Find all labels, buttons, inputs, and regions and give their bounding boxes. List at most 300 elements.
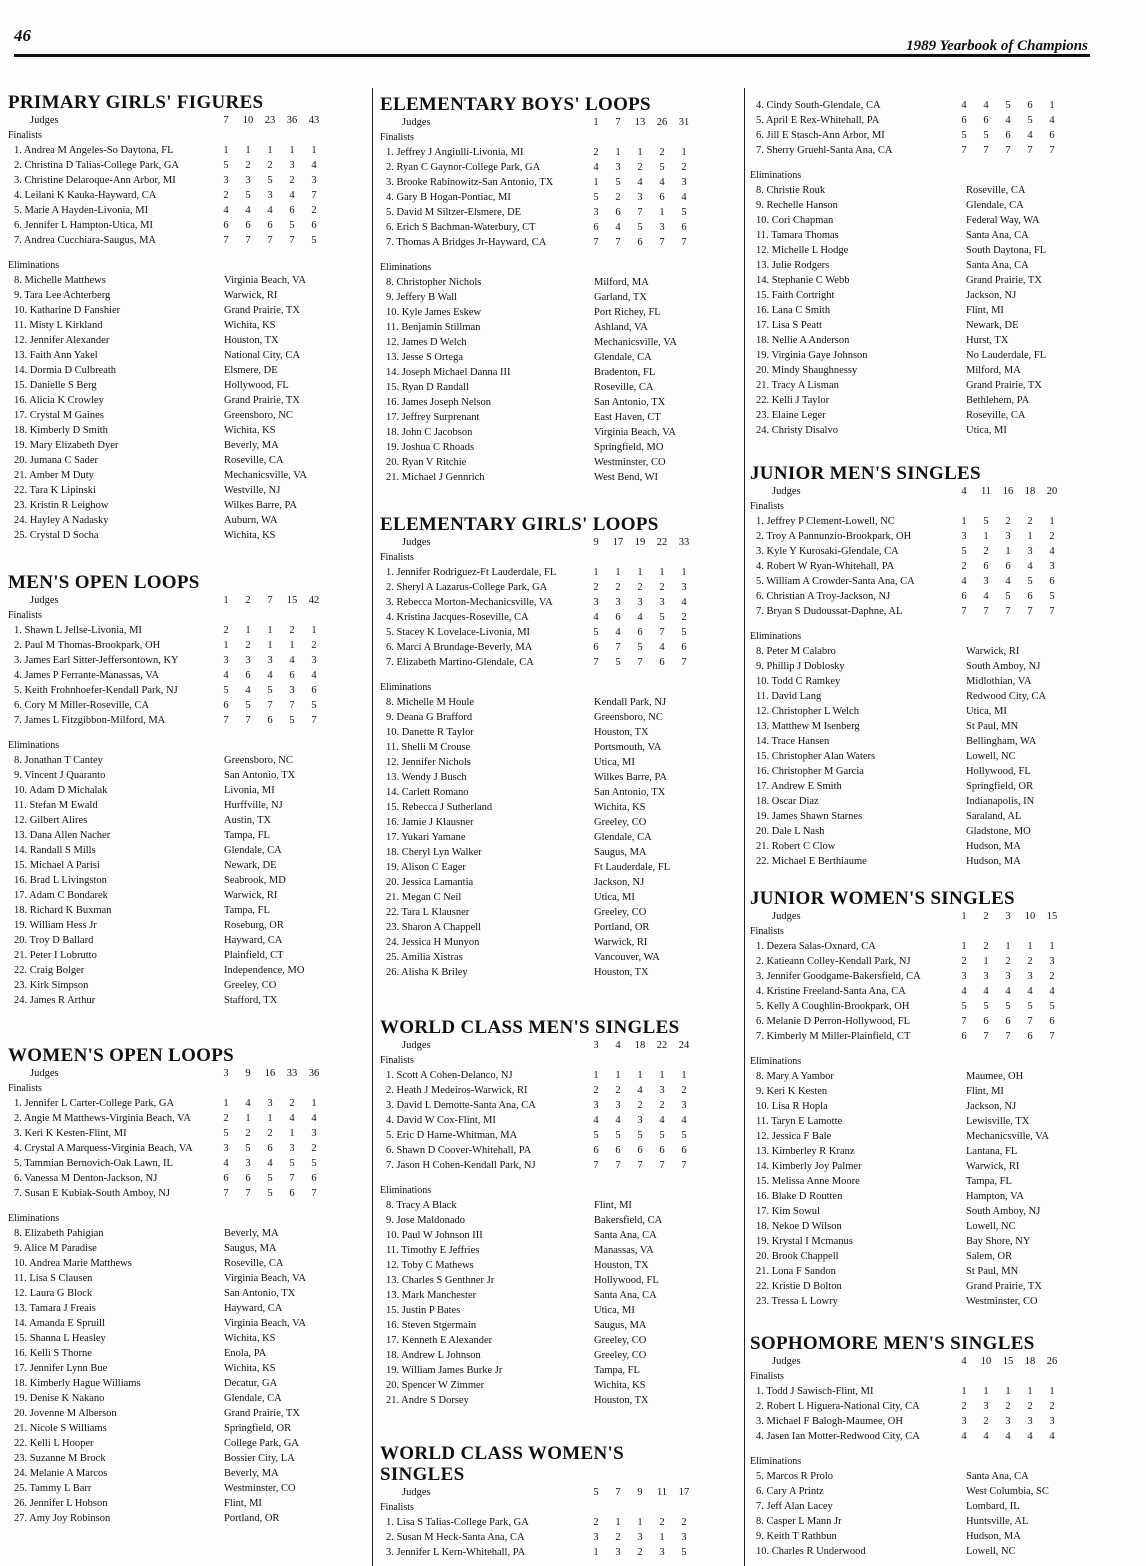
skater-name: 14. Joseph Michael Danna III <box>386 367 511 378</box>
elimination-row <box>750 198 1140 213</box>
skater-name: 15. Rebecca J Sutherland <box>386 802 493 813</box>
finalist-row <box>380 1545 738 1560</box>
judge-placement: 4 <box>245 685 251 696</box>
skater-name: 21. Andre S Dorsey <box>386 1395 469 1406</box>
judge-placement: 6 <box>983 1016 989 1027</box>
event-section <box>8 572 364 1008</box>
judge-placement: 3 <box>659 1547 665 1558</box>
judge-number: 42 <box>308 595 320 606</box>
judge-placement: 4 <box>659 1115 665 1126</box>
judge-placement: 2 <box>1005 1401 1011 1412</box>
skater-name: 9. Keith T Rathbun <box>756 1531 837 1542</box>
judge-placement: 5 <box>223 685 229 696</box>
finalist-row <box>750 143 1140 158</box>
judge-placement: 2 <box>311 1143 317 1154</box>
finalist-row <box>380 190 738 205</box>
judge-placement: 5 <box>311 1158 317 1169</box>
elimination-row <box>750 228 1140 243</box>
judge-number: 23 <box>264 115 276 126</box>
skater-name: 18. Richard K Buxman <box>14 905 112 916</box>
judge-placement: 2 <box>267 160 273 171</box>
judge-placement: 1 <box>615 1070 621 1081</box>
skater-name: 9. Jeffery B Wall <box>386 292 458 303</box>
skater-name: 7. Sherry Gruehl-Santa Ana, CA <box>756 145 893 156</box>
judge-number: 26 <box>656 117 668 128</box>
eliminations-label: Eliminations <box>8 1213 60 1224</box>
judge-placement: 3 <box>311 175 317 186</box>
column-divider <box>372 88 373 1566</box>
skater-name: 20. Ryan V Ritchie <box>386 457 467 468</box>
skater-name: 17. Andrew E Smith <box>756 781 842 792</box>
judge-placement: 6 <box>1005 130 1011 141</box>
skater-name: 10. Todd C Ramkey <box>756 676 841 687</box>
skater-name: 12. Michelle L Hodge <box>756 245 849 256</box>
finalist-row <box>8 623 364 638</box>
judge-placement: 3 <box>245 655 251 666</box>
judge-number: 7 <box>267 595 273 606</box>
skater-name: 6. Shawn D Coover-Whitehall, PA <box>386 1145 532 1156</box>
skater-name: 19. Denise K Nakano <box>14 1393 105 1404</box>
judge-placement: 4 <box>961 1431 967 1442</box>
judge-placement: 3 <box>659 597 665 608</box>
elimination-row <box>750 1499 1140 1514</box>
elimination-row <box>380 1288 738 1303</box>
finalist-row <box>8 1156 364 1171</box>
judge-placement: 2 <box>637 582 643 593</box>
skater-name: 12. Gilbert Alires <box>14 815 88 826</box>
judge-placement: 6 <box>311 685 317 696</box>
skater-hometown: Wilkes Barre, PA <box>594 772 667 783</box>
skater-name: 3. David L Demotte-Santa Ana, CA <box>386 1100 536 1111</box>
judge-placement: 4 <box>289 655 295 666</box>
skater-name: 14. Randall S Mills <box>14 845 96 856</box>
elimination-row <box>8 1361 364 1376</box>
finalist-row <box>8 158 364 173</box>
eliminations-label: Eliminations <box>380 682 432 693</box>
skater-name: 7. Kimberly M Miller-Plainfield, CT <box>756 1031 911 1042</box>
skater-hometown: Jackson, NJ <box>594 877 645 888</box>
elimination-row <box>380 890 738 905</box>
skater-name: 1. Jennifer Rodriguez-Ft Lauderdale, FL <box>386 567 557 578</box>
elimination-row <box>750 393 1140 408</box>
judge-placement: 2 <box>289 175 295 186</box>
judge-placement: 1 <box>961 941 967 952</box>
judge-number: 13 <box>634 117 646 128</box>
elimination-row <box>8 378 364 393</box>
elimination-row <box>750 1529 1140 1544</box>
skater-hometown: Utica, MI <box>594 1305 635 1316</box>
judge-placement: 1 <box>961 516 967 527</box>
judge-placement: 5 <box>289 715 295 726</box>
elimination-row <box>8 1226 364 1241</box>
skater-name: 5. Marcos R Prolo <box>756 1471 833 1482</box>
skater-hometown: Federal Way, WA <box>966 215 1040 226</box>
skater-name: 22. Craig Bolger <box>14 965 85 976</box>
judge-number: 17 <box>612 537 624 548</box>
judge-placement: 3 <box>659 222 665 233</box>
judge-placement: 5 <box>659 612 665 623</box>
skater-name: 24. Melanie A Marcos <box>14 1468 108 1479</box>
judges-row <box>380 1485 738 1500</box>
elimination-row <box>380 1363 738 1378</box>
judge-placement: 7 <box>267 235 273 246</box>
skater-name: 15. Ryan D Randall <box>386 382 469 393</box>
judge-placement: 5 <box>637 222 643 233</box>
judge-placement: 2 <box>615 1532 621 1543</box>
judge-placement: 5 <box>961 546 967 557</box>
spacer <box>750 1444 1140 1454</box>
judge-placement: 6 <box>637 627 643 638</box>
judge-placement: 4 <box>983 986 989 997</box>
judge-placement: 6 <box>223 700 229 711</box>
judge-number: 4 <box>961 486 967 497</box>
skater-hometown: Indianapolis, IN <box>966 796 1035 807</box>
judge-placement: 2 <box>637 1547 643 1558</box>
skater-hometown: Hollywood, FL <box>224 380 289 391</box>
skater-hometown: Wilkes Barre, PA <box>224 500 297 511</box>
elimination-row <box>750 854 1140 869</box>
elimination-row <box>8 1466 364 1481</box>
skater-name: 2. Susan M Heck-Santa Ana, CA <box>386 1532 525 1543</box>
judge-placement: 4 <box>637 612 643 623</box>
spacer <box>750 1044 1140 1054</box>
elimination-row <box>750 378 1140 393</box>
finalist-row <box>750 113 1140 128</box>
judge-placement: 5 <box>659 1130 665 1141</box>
judge-placement: 6 <box>289 205 295 216</box>
judge-placement: 3 <box>961 1416 967 1427</box>
elimination-row <box>380 1333 738 1348</box>
elimination-row <box>750 749 1140 764</box>
skater-name: 22. Kristie D Bolton <box>756 1281 842 1292</box>
skater-name: 9. Keri K Kesten <box>756 1086 828 1097</box>
skater-hometown: Wichita, KS <box>224 425 276 436</box>
skater-hometown: Huntsville, AL <box>966 1516 1029 1527</box>
judge-placement: 6 <box>311 220 317 231</box>
skater-hometown: Hollywood, FL <box>594 1275 659 1286</box>
judge-placement: 5 <box>637 642 643 653</box>
judge-placement: 4 <box>223 1158 229 1169</box>
judge-placement: 1 <box>267 640 273 651</box>
judge-number: 24 <box>678 1040 690 1051</box>
skater-hometown: East Haven, CT <box>594 412 661 423</box>
skater-name: 16. Lana C Smith <box>756 305 831 316</box>
skater-name: 1. Dezera Salas-Oxnard, CA <box>756 941 876 952</box>
judge-placement: 6 <box>1027 591 1033 602</box>
judge-placement: 7 <box>615 642 621 653</box>
skater-name: 18. Cheryl Lyn Walker <box>386 847 482 858</box>
finalist-row <box>750 128 1140 143</box>
skater-name: 9. Deana G Brafford <box>386 712 473 723</box>
judge-placement: 3 <box>245 1158 251 1169</box>
elimination-row <box>380 1318 738 1333</box>
judge-placement: 4 <box>681 1115 687 1126</box>
event-section <box>750 98 1140 438</box>
skater-hometown: Virginia Beach, VA <box>224 275 306 286</box>
eliminations-label: Eliminations <box>750 1056 802 1067</box>
skater-hometown: Jackson, NJ <box>966 290 1017 301</box>
skater-name: 7. Jeff Alan Lacey <box>756 1501 833 1512</box>
judge-placement: 6 <box>659 657 665 668</box>
elimination-row <box>750 809 1140 824</box>
skater-name: 5. Kelly A Coughlin-Brookpark, OH <box>756 1001 910 1012</box>
judge-placement: 3 <box>1049 1416 1055 1427</box>
skater-name: 17. Adam C Bondarek <box>14 890 108 901</box>
judge-placement: 4 <box>223 670 229 681</box>
skater-name: 15. Faith Cortright <box>756 290 835 301</box>
skater-name: 12. Laura G Block <box>14 1288 93 1299</box>
judge-placement: 4 <box>983 1431 989 1442</box>
skater-name: 9. Rechelle Hanson <box>756 200 838 211</box>
judge-number: 3 <box>223 1068 229 1079</box>
elimination-row <box>750 258 1140 273</box>
judges-label: Judges <box>402 537 431 548</box>
judge-placement: 4 <box>615 627 621 638</box>
elimination-row <box>380 920 738 935</box>
judge-placement: 1 <box>681 1070 687 1081</box>
finalist-row <box>750 954 1140 969</box>
finalist-row <box>380 1068 738 1083</box>
elimination-row <box>380 425 738 440</box>
skater-name: 18. Nekoe D Wilson <box>756 1221 842 1232</box>
elimination-row <box>750 1279 1140 1294</box>
elimination-row <box>8 1391 364 1406</box>
elimination-row <box>8 1406 364 1421</box>
skater-name: 2. Troy A Pannunzio-Brookpark, OH <box>756 531 912 542</box>
elimination-row <box>380 1243 738 1258</box>
skater-name: 19. Alison C Eager <box>386 862 466 873</box>
event-section <box>380 514 738 980</box>
elimination-row <box>8 798 364 813</box>
finalist-row <box>8 1186 364 1201</box>
elimination-row <box>750 659 1140 674</box>
skater-name: 10. Lisa R Hopla <box>756 1101 828 1112</box>
skater-hometown: Warwick, RI <box>594 937 648 948</box>
judge-number: 18 <box>1024 1356 1036 1367</box>
elimination-row <box>750 183 1140 198</box>
skater-hometown: Utica, MI <box>966 706 1007 717</box>
skater-name: 12. Jennifer Nichols <box>386 757 471 768</box>
judge-placement: 4 <box>311 1113 317 1124</box>
finalists-label: Finalists <box>8 130 42 141</box>
skater-name: 15. Danielle S Berg <box>14 380 97 391</box>
judge-placement: 2 <box>245 640 251 651</box>
judge-placement: 3 <box>289 160 295 171</box>
skater-name: 25. Tammy L Barr <box>14 1483 92 1494</box>
results-column-2 <box>380 0 738 1566</box>
event-title: JUNIOR MEN'S SINGLES <box>750 463 981 484</box>
judge-placement: 4 <box>1005 1431 1011 1442</box>
judge-placement: 6 <box>961 115 967 126</box>
judge-placement: 1 <box>637 1517 643 1528</box>
judge-placement: 6 <box>637 237 643 248</box>
skater-hometown: Salem, OR <box>966 1251 1013 1262</box>
skater-name: 23. Sharon A Chappell <box>386 922 482 933</box>
skater-hometown: Grand Prairie, TX <box>224 1408 300 1419</box>
elimination-row <box>380 800 738 815</box>
judge-placement: 7 <box>681 237 687 248</box>
skater-name: 20. Troy D Ballard <box>14 935 94 946</box>
judge-placement: 6 <box>593 222 599 233</box>
skater-hometown: Tampa, FL <box>224 830 270 841</box>
skater-name: 15. Shanna L Heasley <box>14 1333 106 1344</box>
elimination-row <box>8 333 364 348</box>
skater-hometown: Tampa, FL <box>594 1365 640 1376</box>
skater-name: 2. Paul M Thomas-Brookpark, OH <box>14 640 161 651</box>
elimination-row <box>8 513 364 528</box>
judge-placement: 4 <box>637 177 643 188</box>
judge-placement: 6 <box>1027 100 1033 111</box>
judge-placement: 6 <box>593 642 599 653</box>
skater-name: 23. Kirk Simpson <box>14 980 89 991</box>
elimination-row <box>380 1393 738 1408</box>
skater-name: 17. Jennifer Lynn Bue <box>14 1363 108 1374</box>
judge-placement: 4 <box>615 222 621 233</box>
judge-placement: 7 <box>223 1188 229 1199</box>
skater-hometown: St Paul, MN <box>966 721 1019 732</box>
skater-hometown: Warwick, RI <box>966 1161 1020 1172</box>
skater-hometown: Greeley, CO <box>594 907 647 918</box>
event-section <box>380 1443 738 1560</box>
judge-placement: 3 <box>223 175 229 186</box>
judges-row <box>8 593 364 608</box>
skater-hometown: Hayward, CA <box>224 935 283 946</box>
judge-placement: 6 <box>1049 1016 1055 1027</box>
skater-name: 10. Paul W Johnson III <box>386 1230 483 1241</box>
judge-placement: 1 <box>659 207 665 218</box>
judge-placement: 2 <box>681 162 687 173</box>
eliminations-label-row <box>380 260 738 275</box>
skater-hometown: Vancouver, WA <box>594 952 660 963</box>
finalists-label-row <box>750 924 1140 939</box>
skater-name: 13. Mark Manchester <box>386 1290 477 1301</box>
skater-name: 6. Jill E Stasch-Ann Arbor, MI <box>756 130 885 141</box>
judge-placement: 6 <box>681 222 687 233</box>
finalist-row <box>750 1414 1140 1429</box>
skater-name: 14. Stephanie C Webb <box>756 275 850 286</box>
judge-placement: 4 <box>681 192 687 203</box>
judge-placement: 1 <box>245 1113 251 1124</box>
skater-hometown: Santa Ana, CA <box>966 230 1029 241</box>
skater-name: 2. Sheryl A Lazarus-College Park, GA <box>386 582 548 593</box>
judge-placement: 2 <box>983 546 989 557</box>
skater-hometown: Lowell, NC <box>966 751 1016 762</box>
skater-hometown: Flint, MI <box>966 1086 1004 1097</box>
skater-hometown: Westminster, CO <box>224 1483 296 1494</box>
judge-placement: 2 <box>289 1098 295 1109</box>
skater-name: 6. Cory M Miller-Roseville, CA <box>14 700 150 711</box>
skater-name: 3. James Earl Sitter-Jeffersontown, KY <box>14 655 179 666</box>
judge-placement: 5 <box>223 1128 229 1139</box>
judge-placement: 4 <box>1049 546 1055 557</box>
finalist-row <box>750 1014 1140 1029</box>
elimination-row <box>8 468 364 483</box>
judge-placement: 3 <box>615 597 621 608</box>
judge-number: 36 <box>308 1068 320 1079</box>
judge-placement: 4 <box>1027 561 1033 572</box>
judge-placement: 3 <box>681 177 687 188</box>
judges-row <box>8 113 364 128</box>
skater-hometown: College Park, GA <box>224 1438 299 1449</box>
judge-placement: 7 <box>961 606 967 617</box>
judge-placement: 7 <box>1027 1016 1033 1027</box>
judge-number: 1 <box>593 117 599 128</box>
finalist-row <box>380 1143 738 1158</box>
skater-name: 7. Susan E Kubiak-South Amboy, NJ <box>14 1188 170 1199</box>
page-number: 46 <box>14 26 31 45</box>
judge-placement: 1 <box>681 567 687 578</box>
skater-name: 3. Kyle Y Kurosaki-Glendale, CA <box>756 546 899 557</box>
judge-number: 17 <box>678 1487 690 1498</box>
skater-hometown: Kendall Park, NJ <box>594 697 667 708</box>
finalist-row <box>750 1399 1140 1414</box>
skater-name: 18. Oscar Diaz <box>756 796 819 807</box>
judge-placement: 3 <box>961 971 967 982</box>
judge-placement: 3 <box>681 1532 687 1543</box>
event-section <box>380 1017 738 1408</box>
spacer <box>380 1173 738 1183</box>
skater-hometown: South Daytona, FL <box>966 245 1047 256</box>
judge-placement: 5 <box>1049 1001 1055 1012</box>
skater-hometown: Lewisville, TX <box>966 1116 1030 1127</box>
eliminations-label: Eliminations <box>8 260 60 271</box>
skater-name: 6. Melanie D Perron-Hollywood, FL <box>756 1016 910 1027</box>
judge-placement: 1 <box>1027 941 1033 952</box>
elimination-row <box>380 785 738 800</box>
judge-placement: 5 <box>659 162 665 173</box>
judge-placement: 3 <box>1005 531 1011 542</box>
judge-placement: 2 <box>615 192 621 203</box>
judge-placement: 1 <box>245 625 251 636</box>
judge-placement: 5 <box>615 177 621 188</box>
finalist-row <box>750 939 1140 954</box>
judge-placement: 2 <box>289 625 295 636</box>
judge-placement: 2 <box>593 147 599 158</box>
event-title: ELEMENTARY GIRLS' LOOPS <box>380 514 659 535</box>
finalist-row <box>380 1113 738 1128</box>
judge-placement: 7 <box>1027 145 1033 156</box>
spacer <box>750 158 1140 168</box>
skater-hometown: Greeley, CO <box>594 1350 647 1361</box>
judge-placement: 1 <box>961 1386 967 1397</box>
elimination-row <box>750 734 1140 749</box>
judge-placement: 4 <box>289 190 295 201</box>
judge-placement: 4 <box>961 986 967 997</box>
event-title: WORLD CLASS MEN'S SINGLES <box>380 1017 680 1038</box>
finalist-row <box>750 544 1140 559</box>
judge-placement: 2 <box>1049 971 1055 982</box>
skater-hometown: Warwick, RI <box>224 290 278 301</box>
skater-hometown: Decatur, GA <box>224 1378 278 1389</box>
judge-number: 10 <box>242 115 254 126</box>
skater-hometown: Bradenton, FL <box>594 367 656 378</box>
judge-placement: 1 <box>311 145 317 156</box>
judge-placement: 6 <box>1027 1031 1033 1042</box>
elimination-row <box>750 363 1140 378</box>
judge-placement: 7 <box>659 237 665 248</box>
judge-placement: 1 <box>659 1532 665 1543</box>
skater-hometown: Newark, DE <box>224 860 277 871</box>
judge-placement: 2 <box>1049 531 1055 542</box>
skater-name: 9. Jose Maldonado <box>386 1215 466 1226</box>
skater-hometown: Glendale, CA <box>594 832 652 843</box>
elimination-row <box>750 704 1140 719</box>
skater-hometown: Bellingham, WA <box>966 736 1037 747</box>
judge-number: 9 <box>593 537 599 548</box>
judge-placement: 1 <box>615 567 621 578</box>
skater-hometown: Virginia Beach, VA <box>594 427 676 438</box>
skater-name: 20. Brook Chappell <box>756 1251 839 1262</box>
